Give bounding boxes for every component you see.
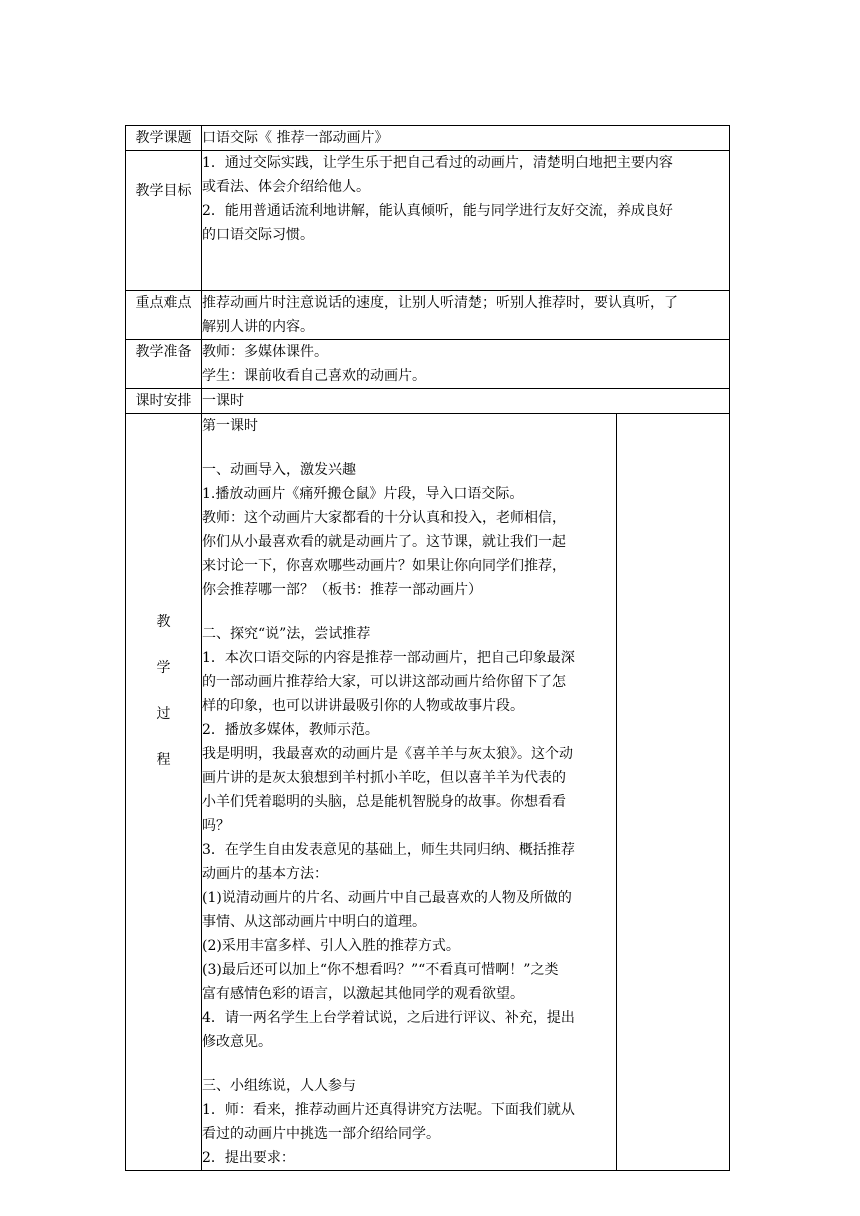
goals-line: 2．能用普通话流利地讲解，能认真倾听，能与同学进行友好交流，养成良好 (202, 203, 673, 219)
section-heading: 三、小组练说，人人参与 (202, 1078, 356, 1094)
process-line: 吗？ (202, 818, 230, 834)
process-line: 1．本次口语交际的内容是推荐一部动画片，把自己印象最深 (202, 650, 575, 666)
process-line: (3)最后还可以加上“你不想看吗？”“不看真可惜啊！”之类 (202, 962, 559, 978)
process-line: 1．师：看来，推荐动画片还真得讲究方法呢。下面我们就从 (202, 1102, 575, 1118)
process-line: (1)说清动画片的片名、动画片中自己最喜欢的人物及所做的 (202, 890, 572, 906)
lesson-title: 第一课时 (202, 418, 258, 434)
process-line: 你会推荐哪一部？（板书：推荐一部动画片） (202, 582, 482, 598)
goals-line: 1．通过交际实践，让学生乐于把自己看过的动画片，清楚明白地把主要内容 (202, 155, 673, 171)
section-heading: 一、动画导入，激发兴趣 (202, 462, 356, 478)
schedule-value: 一课时 (202, 389, 730, 414)
schedule-label: 课时安排 (126, 389, 202, 414)
process-label (126, 414, 202, 1171)
process-line: 4．请一两名学生上台学着试说，之后进行评议、补充，提出 (202, 1010, 575, 1026)
topic-value: 口语交际《 推荐一部动画片》 (202, 126, 730, 151)
process-line: 画片讲的是灰太狼想到羊村抓小羊吃，但以喜羊羊为代表的 (202, 770, 566, 786)
process-line: 看过的动画片中挑选一部介绍给同学。 (202, 1126, 440, 1142)
process-line: 修改意见。 (202, 1034, 272, 1050)
process-label-char: 学 (156, 660, 171, 676)
preparation-content (202, 340, 730, 389)
notes-column (617, 414, 730, 1171)
goals-content (202, 151, 730, 291)
process-line: 2．提出要求： (202, 1150, 295, 1166)
row-schedule (126, 389, 730, 414)
process-label-char: 过 (156, 706, 171, 722)
key-points-line: 解别人讲的内容。 (202, 319, 314, 335)
process-line: 1.播放动画片《痛歼搬仓鼠》片段，导入口语交际。 (202, 486, 524, 502)
preparation-line: 学生：课前收看自己喜欢的动画片。 (202, 368, 426, 384)
goals-label: 教学目标 (126, 151, 202, 291)
process-line: 你们从小最喜欢看的就是动画片了。这节课，就让我们一起 (202, 534, 566, 550)
process-line: 小羊们凭着聪明的头脑，总是能机智脱身的故事。你想看看 (202, 794, 566, 810)
process-line: 动画片的基本方法： (202, 866, 328, 882)
process-line: 我是明明，我最喜欢的动画片是《喜羊羊与灰太狼》。这个动 (202, 746, 573, 762)
lesson-plan-table (125, 125, 730, 1171)
key-points-content (202, 291, 730, 340)
process-label-char: 教 (156, 614, 171, 630)
process-label-char: 程 (156, 752, 171, 768)
key-points-label: 重点难点 (126, 291, 202, 340)
process-line: 教师：这个动画片大家都看的十分认真和投入，老师相信， (202, 510, 566, 526)
process-line: 的一部动画片推荐给大家，可以讲这部动画片给你留下了怎 (202, 674, 566, 690)
process-line: 2．播放多媒体，教师示范。 (202, 722, 379, 738)
section-heading: 二、探究“说”法，尝试推荐 (202, 626, 371, 642)
row-preparation (126, 340, 730, 389)
row-topic (126, 126, 730, 151)
process-line: 事情、从这部动画片中明白的道理。 (202, 914, 426, 930)
process-content (202, 414, 617, 1171)
row-process (126, 414, 730, 1171)
row-goals (126, 151, 730, 291)
preparation-label: 教学准备 (126, 340, 202, 389)
row-key-points (126, 291, 730, 340)
goals-line: 的口语交际习惯。 (202, 227, 314, 243)
process-line: 3．在学生自由发表意见的基础上，师生共同归纳、概括推荐 (202, 842, 575, 858)
process-line: (2)采用丰富多样、引人入胜的推荐方式。 (202, 938, 460, 954)
process-line: 富有感情色彩的语言，以激起其他同学的观看欲望。 (202, 986, 524, 1002)
process-line: 样的印象，也可以讲讲最吸引你的人物或故事片段。 (202, 698, 524, 714)
goals-line: 或看法、体会介绍给他人。 (202, 179, 370, 195)
preparation-line: 教师：多媒体课件。 (202, 344, 328, 360)
key-points-line: 推荐动画片时注意说话的速度，让别人听清楚；听别人推荐时，要认真听，了 (202, 295, 678, 311)
topic-label: 教学课题 (126, 126, 202, 151)
process-line: 来讨论一下，你喜欢哪些动画片？如果让你向同学们推荐， (202, 558, 566, 574)
